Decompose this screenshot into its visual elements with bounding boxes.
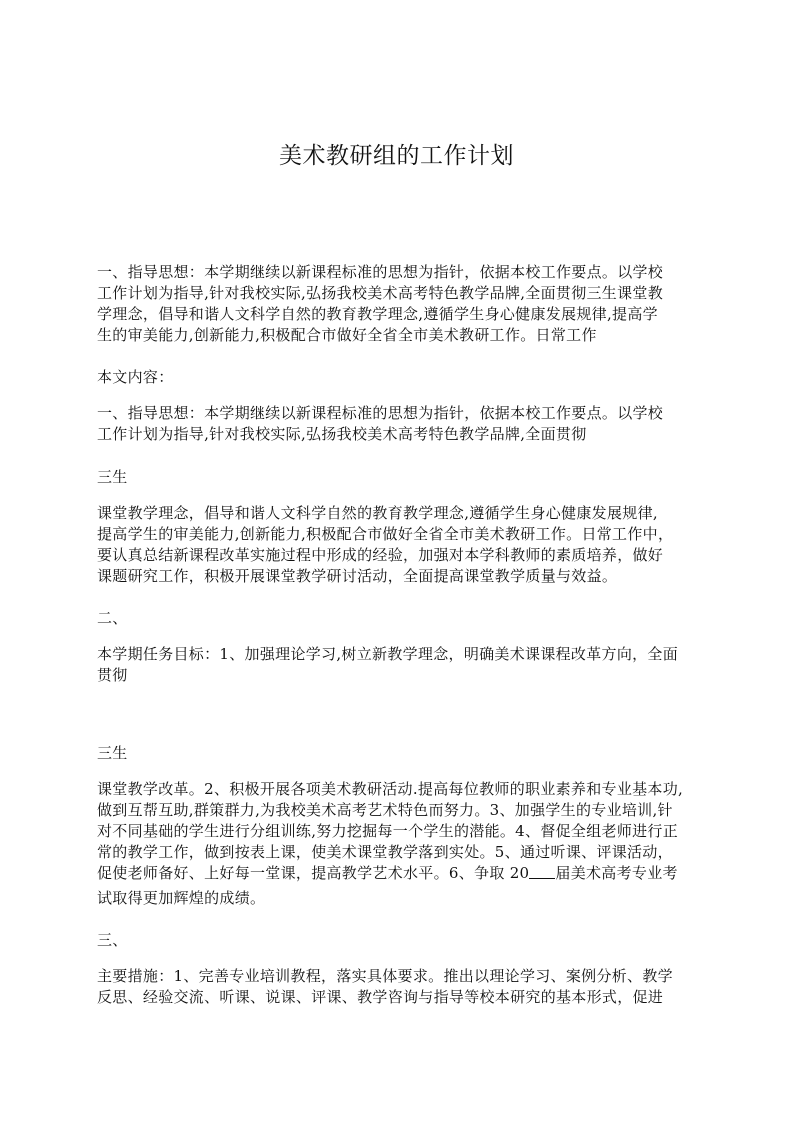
paragraph-semester-goals <box>97 644 707 686</box>
blank-underline <box>529 864 555 879</box>
text-line: 本学期任务目标：1、加强理论学习,树立新教学理念，明确美术课课程改革方向，全面 <box>97 645 679 663</box>
text-line: 一、指导思想：本学期继续以新课程标准的思想为指针，依据本校工作要点。以学校 <box>97 263 664 281</box>
text-line: 提高学生的审美能力,创新能力,积极配合市做好全省全市美术教研工作。日常工作中， <box>97 525 674 543</box>
paragraph-guiding-ideology <box>97 262 707 346</box>
text-line: 课题研究工作，积极开展课堂教学研讨活动，全面提高课堂教学质量与效益。 <box>97 567 618 585</box>
text-line: 课堂教学理念，倡导和谐人文科学自然的教育教学理念,遵循学生身心健康发展规律, <box>97 504 658 522</box>
text-line: 工作计划为指导,针对我校实际,弘扬我校美术高考特色教学品牌,全面贯彻三生课堂教 <box>97 284 664 302</box>
text-line: 一、指导思想：本学期继续以新课程标准的思想为指针，依据本校工作要点。以学校 <box>97 404 664 422</box>
paragraph-goal-items <box>97 779 707 909</box>
text-line: 贯彻 <box>97 666 128 684</box>
text-line: 三生 <box>97 468 128 486</box>
text-line: 主要措施：1、完善专业培训教程，落实具体要求。推出以理论学习、案例分析、教学 <box>97 967 673 985</box>
document-title: 美术教研组的工作计划 <box>279 143 514 169</box>
text-line: 要认真总结新课程改革实施过程中形成的经验，加强对本学科教师的素质培养，做好 <box>97 546 664 564</box>
paragraph-section-three-heading <box>97 930 707 951</box>
text-line: 学理念，倡导和谐人文科学自然的教育教学理念,遵循学生身心健康发展规律,提高学 <box>97 305 658 323</box>
text-line: 工作计划为指导,针对我校实际,弘扬我校美术高考特色教学品牌,全面贯彻 <box>97 425 587 443</box>
text-line: 三生 <box>97 744 128 762</box>
text-line: 本文内容： <box>97 368 174 386</box>
paragraph-content-label <box>97 367 707 388</box>
paragraph-sansheng-2 <box>97 743 707 764</box>
paragraph-guiding-ideology-repeat <box>97 403 707 445</box>
paragraph-teaching-philosophy <box>97 503 707 587</box>
text-line: 常的教学工作，做到按表上课，使美术课堂教学落到实处。5、通过听课、评课活动， <box>97 843 673 861</box>
paragraph-section-two-heading <box>97 608 707 629</box>
text-line: 做到互帮互助,群策群力,为我校美术高考艺术特色而努力。3、加强学生的专业培训,针 <box>97 801 673 819</box>
text-line: 对不同基础的学生进行分组训练,努力挖掘每一个学生的潜能。4、督促全组老师进行正 <box>97 822 679 840</box>
paragraph-sansheng-1 <box>97 467 707 488</box>
text-line: 生的审美能力,创新能力,积极配合市做好全省全市美术教研工作。日常工作 <box>97 326 597 344</box>
text-fragment: 促使老师备好、上好每一堂课，提高教学艺术水平。6、争取 20 <box>97 864 530 882</box>
text-line: 三、 <box>97 931 128 949</box>
text-line: 试取得更加辉煌的成绩。 <box>97 889 266 907</box>
paragraph-main-measures <box>97 966 707 1008</box>
text-line: 课堂教学改革。2、积极开展各项美术教研活动.提高每位教师的职业素养和专业基本功, <box>97 780 684 798</box>
text-line <box>97 863 707 884</box>
text-line: 二、 <box>97 609 128 627</box>
text-line: 反思、经验交流、听课、说课、评课、教学咨询与指导等校本研究的基本形式，促进 <box>97 988 664 1006</box>
text-fragment: 届美术高考专业考 <box>555 864 678 882</box>
